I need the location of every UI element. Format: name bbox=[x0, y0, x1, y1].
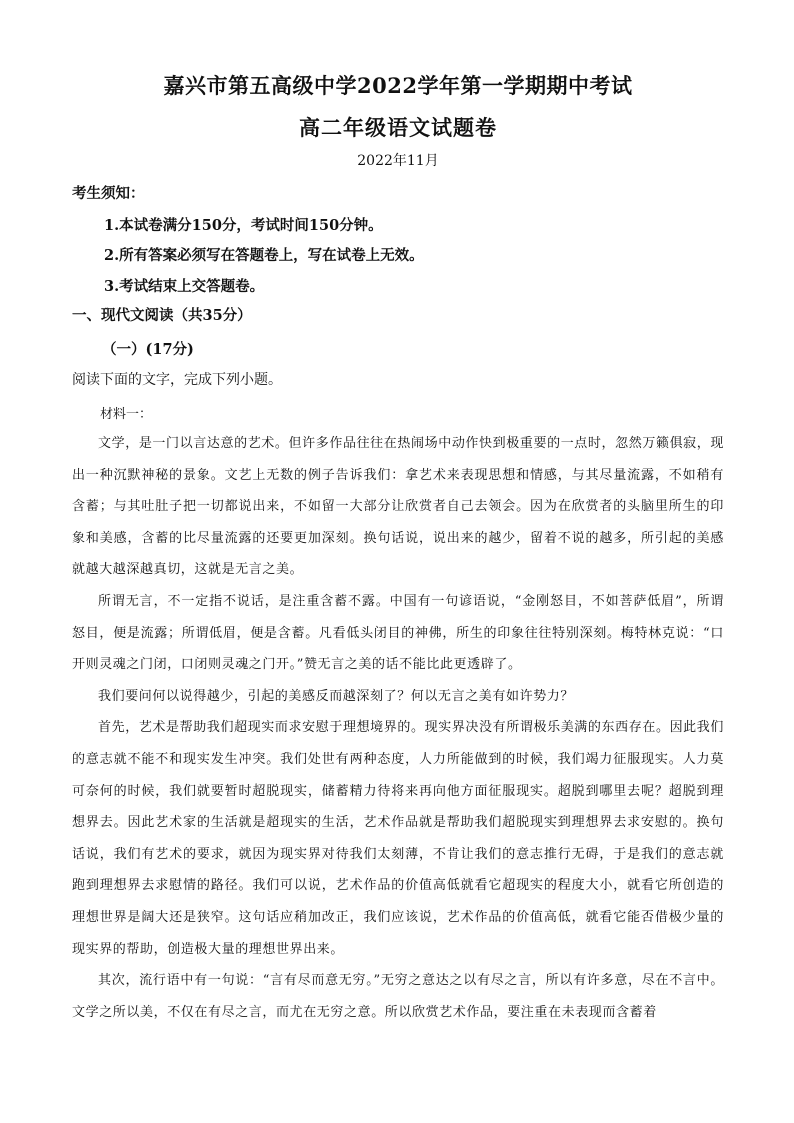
exam-title: 嘉兴市第五高级中学2022学年第一学期期中考试 bbox=[163, 73, 633, 98]
section-title: 一、现代文阅读（共35分） bbox=[72, 307, 252, 324]
passage-paragraph: 我们要问何以说得越少，引起的美感反而越深刻了？何以无言之美有如许势力？ bbox=[98, 688, 575, 704]
notes-heading: 考生须知： bbox=[72, 185, 145, 202]
passage-paragraph: 文学，是一门以言达意的艺术。但许多作品往往在热闹场中动作快到极重要的一点时，忽然万籁俱寂，现出一种沉默神秘的景象。文艺上无数的例子告诉我们：拿艺术来表现思想和情感，与其尽量流露，不如稍有含蓄；与其吐肚子把一切都说出来，不如留一大部分让欣赏者自己去领会。因为在欣赏者的头脑里所生的印象和美感，含蓄的比尽量流露的还要更加深刻。换句话说，说出来的越少，留着不说的越多，所引起的美感就越大越深越真切，这就是无言之美。 bbox=[72, 436, 724, 578]
note-item: 2.所有答案必须写在答题卷上，写在试卷上无效。 bbox=[104, 247, 424, 264]
passage-body bbox=[72, 428, 724, 1028]
material-label: 材料一： bbox=[100, 407, 153, 422]
passage-paragraph: 所谓无言，不一定指不说话，是注重含蓄不露。中国有一句谚语说，“金刚怒目，不如菩萨低眉”，所谓怒目，便是流露；所谓低眉，便是含蓄。凡看低头闭目的神佛，所生的印象往往特别深刻。梅特林克说：“口开则灵魂之门闭，口闭则灵魂之门开。”赞无言之美的话不能比此更透辟了。 bbox=[72, 593, 724, 673]
exam-subtitle: 高二年级语文试题卷 bbox=[299, 115, 497, 140]
reading-instruction: 阅读下面的文字，完成下列小题。 bbox=[72, 372, 282, 388]
passage-paragraph: 首先，艺术是帮助我们超现实而求安慰于理想境界的。现实界决没有所谓极乐美满的东西存在。因此我们的意志就不能不和现实发生冲突。我们处世有两种态度，人力所能做到的时候，我们竭力征服现实。人力莫可奈何的时候，我们就要暂时超脱现实，储蓄精力待将来再向他方面征服现实。超脱到哪里去呢？超脱到理想界去。因此艺术家的生活就是超现实的生活，艺术作品就是帮助我们超脱现实到理想界去求安慰的。换句话说，我们有艺术的要求，就因为现实界对待我们太刻薄，不肯让我们的意志推行无碍，于是我们的意志就跑到理想界去求慰情的路径。我们可以说，艺术作品的价值高低就看它超现实的程度大小，就看它所创造的理想世界是阔大还是狭窄。这句话应稍加改正，我们应该说，艺术作品的价值高低，就看它能否借极少量的现实界的帮助，创造极大量的理想世界出来。 bbox=[72, 720, 724, 957]
note-item: 3.考试结束上交答题卷。 bbox=[104, 278, 265, 295]
exam-date: 2022年11月 bbox=[357, 153, 439, 169]
note-item: 1.本试卷满分150分，考试时间150分钟。 bbox=[104, 217, 383, 234]
passage-paragraph: 其次，流行语中有一句说：“言有尽而意无穷。”无穷之意达之以有尽之言，所以有许多意，尽在不言中。文学之所以美，不仅在有尽之言，而尤在无穷之意。所以欣赏艺术作品，要注重在未表现而含蓄着 bbox=[72, 973, 724, 1020]
subsection-title: （一）(17分) bbox=[102, 341, 194, 358]
